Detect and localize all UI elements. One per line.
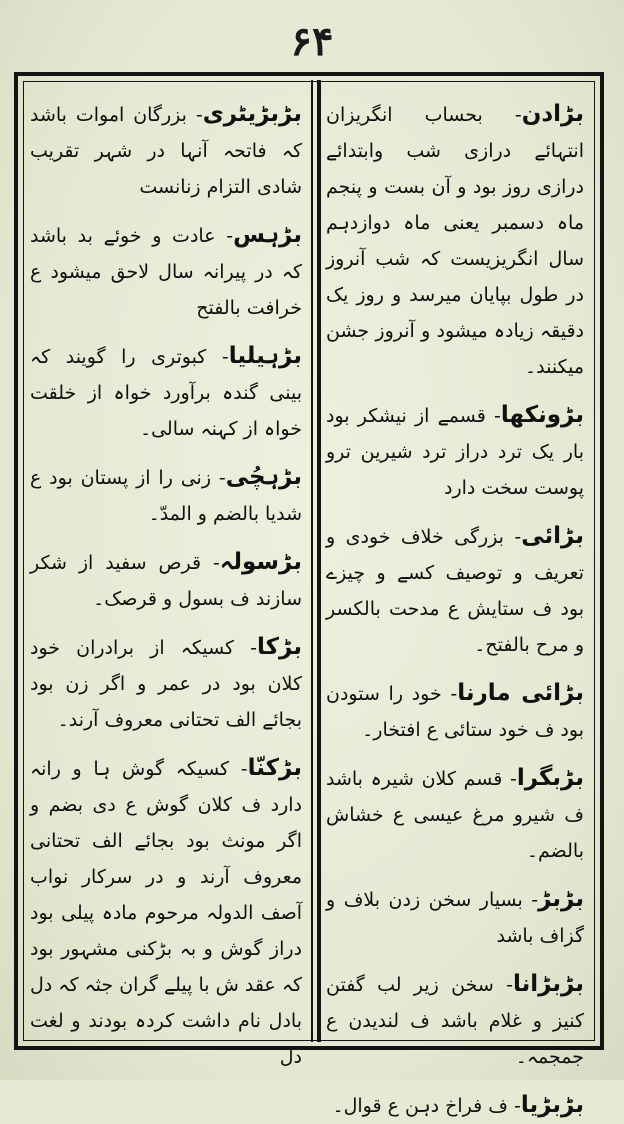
headword: بڑادن [521,101,584,127]
dictionary-entry [326,966,584,1075]
dictionary-entry [326,1087,584,1124]
definition: - کسیکہ از برادران خود کلان بود در عمر و اگر زن بود بجائے الف تحتانی معروف آرند۔ [30,637,302,731]
headword: بڑہیلیا [228,343,302,369]
dictionary-entry [326,881,584,954]
headword: بڑائی [521,523,584,549]
definition: - عادت و خوئے بد باشد کہ در پیرانہ سال لاحق میشود ع خرافت بالفتح [30,225,302,319]
dictionary-entry [326,96,584,385]
definition: - کبوتری را گویند کہ بینی گندہ برآورد خواہ از خلقت خواہ از کہنہ سالی۔ [30,346,302,440]
definition: - بحساب انگریزان انتہائے درازی شب وابتدائے درازی روز بود و آن بست و پنجم ماہ دسمبر یعنی ماہ دوازدہم سال انگریزیست کہ شب آنروز در طول بپایان میرسد و روز یک دقیقہ زیادہ میشود و آنروز جشن میکنند۔ [326,104,584,378]
definition: - قرص سفید از شکر سازند ف بسول و قرصک۔ [30,552,302,610]
dictionary-entry [326,397,584,506]
dictionary-entry [30,750,302,1075]
headword: بڑبگرا [516,765,584,791]
headword: بڑبڑیٹری [202,101,302,127]
definition: - قسمے از نیشکر بود بار یک ترد دراز ترد شیرین ترو پوست سخت دارد [326,405,584,499]
headword: بڑبڑیا [520,1092,584,1118]
dictionary-entry [30,96,302,205]
dictionary-entry [326,518,584,663]
definition: - سخن زیر لب گفتن کنیز و غلام باشد ف لندیدن ع جمجمہ۔ [326,974,584,1068]
definition: - بسیار سخن زدن بلاف و گزاف باشد [326,889,584,947]
dictionary-entry [30,459,302,532]
headword: بڑسولہ [219,549,302,575]
headword: بڑبڑانا [512,971,584,997]
definition: - بزرگان اموات باشد کہ فاتحہ آنہا در شہر تقریب شادی التزام زنانست [30,104,302,198]
page-number: ۶۴ [290,18,334,65]
left-column [30,96,302,1068]
definition: - خود را ستودن بود ف خود ستائی ع افتخار۔ [326,683,584,741]
definition: - قسم کلان شیرہ باشد ف شیرو مرغ عیسی ع خشاش بالضم۔ [326,768,584,862]
column-divider-thin [311,80,313,1042]
headword: بڑہچُی [225,464,302,490]
dictionary-entry [326,675,584,748]
headword: بڑہس [233,222,302,248]
column-divider [317,80,321,1042]
headword: بڑبڑ [538,886,584,912]
headword: بڑکنّا [247,755,302,781]
headword: بڑونکھا [500,402,584,428]
headword: بڑکا [257,634,302,660]
dictionary-entry [326,760,584,869]
definition: - زنی را از پستان بود ع شدیا بالضم و المدّ۔ [30,467,302,525]
dictionary-entry [30,217,302,326]
definition: - ف فراخ دہن ع قوال۔ [332,1095,521,1117]
definition: - کسیکہ گوش ہا و رانہ دارد ف کلان گوش ع دی بضم و اگر مونث بود بجائے الف تحتانی معروف آرند و در سرکار نواب آصف الدولہ مرحوم مادہ پیلی بود دراز گوش و بہ بڑکنی مشہور بود کہ عقد ش با پیلے گران جثہ کہ دل بادل نام داشت کردہ بودند و لغت دل [30,758,302,1068]
dictionary-entry [30,629,302,738]
headword: بڑائی مارنا [457,680,584,706]
dictionary-entry [30,544,302,617]
right-column [326,96,584,1118]
dictionary-entry [30,338,302,447]
definition: - بزرگی خلاف خودی و تعریف و توصیف کسے و چیزے بود ف ستایش ع مدحت بالکسر و مرح بالفتح۔ [326,526,584,656]
